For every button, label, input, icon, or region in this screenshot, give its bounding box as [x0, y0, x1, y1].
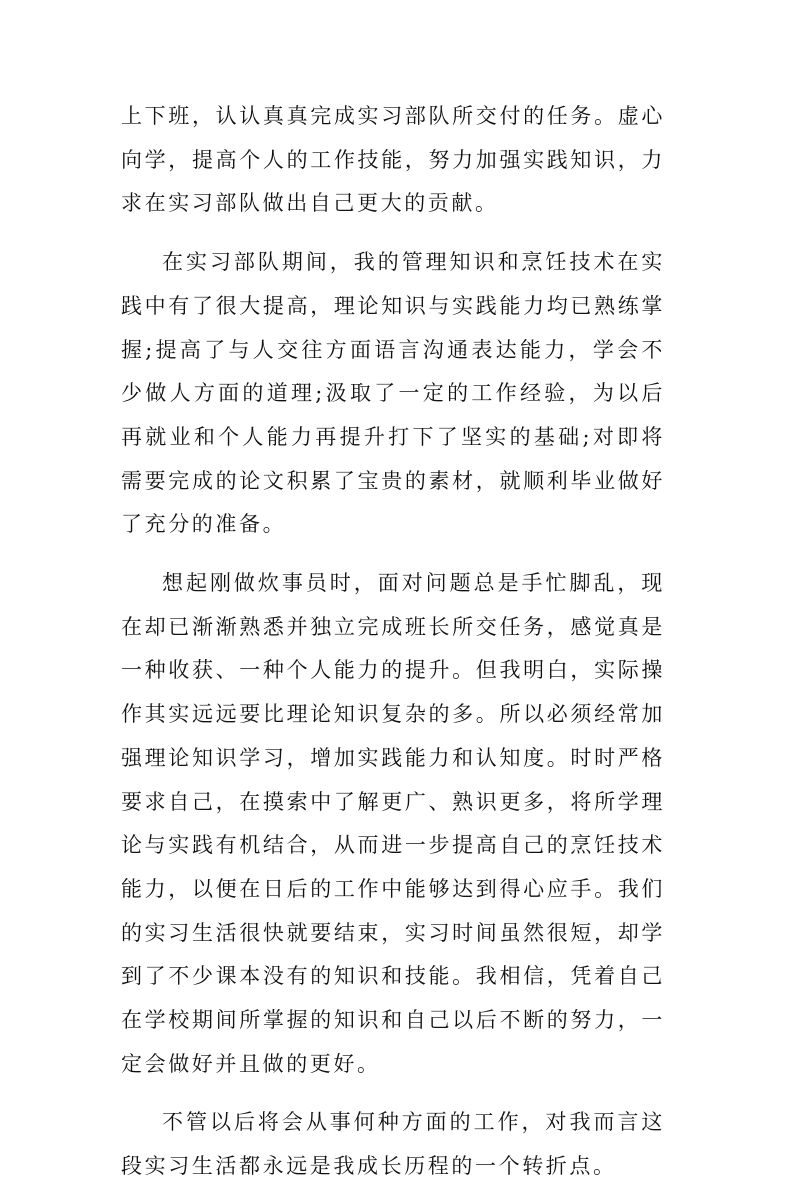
paragraph-4: 不管以后将会从事何种方面的工作，对我而言这段实习生活都永远是我成长历程的一个转折点。: [121, 1110, 665, 1179]
paragraph-3: 想起刚做炊事员时，面对问题总是手忙脚乱，现在却已渐渐熟悉并独立完成班长所交任务，感觉真是一种收获、一种个人能力的提升。但我明白，实际操作其实远远要比理论知识复杂的多。所以必须经常加强理论知识学习，增加实践能力和认知度。时时严格要求自己，在摸索中了解更广、熟识更多，将所学理论与实践有机结合，从而进一步提高自己的烹饪技术能力，以便在日后的工作中能够达到得心应手。我们的实习生活很快就要结束，实习时间虽然很短，却学到了不少课本没有的知识和技能。我相信，凭着自己在学校期间所掌握的知识和自己以后不断的努力，一定会做好并且做的更好。: [121, 571, 665, 1076]
document-page: [121, 95, 665, 1204]
paragraph-1: 上下班，认认真真完成实习部队所交付的任务。虚心向学，提高个人的工作技能，努力加强实践知识，力求在实习部队做出自己更大的贡献。: [121, 104, 665, 216]
paragraph-2: 在实习部队期间，我的管理知识和烹饪技术在实践中有了很大提高，理论知识与实践能力均已熟练掌握;提高了与人交往方面语言沟通表达能力，学会不少做人方面的道理;汲取了一定的工作经验，为以后再就业和个人能力再提升打下了坚实的基础;对即将需要完成的论文积累了宝贵的素材，就顺利毕业做好了充分的准备。: [121, 250, 665, 537]
